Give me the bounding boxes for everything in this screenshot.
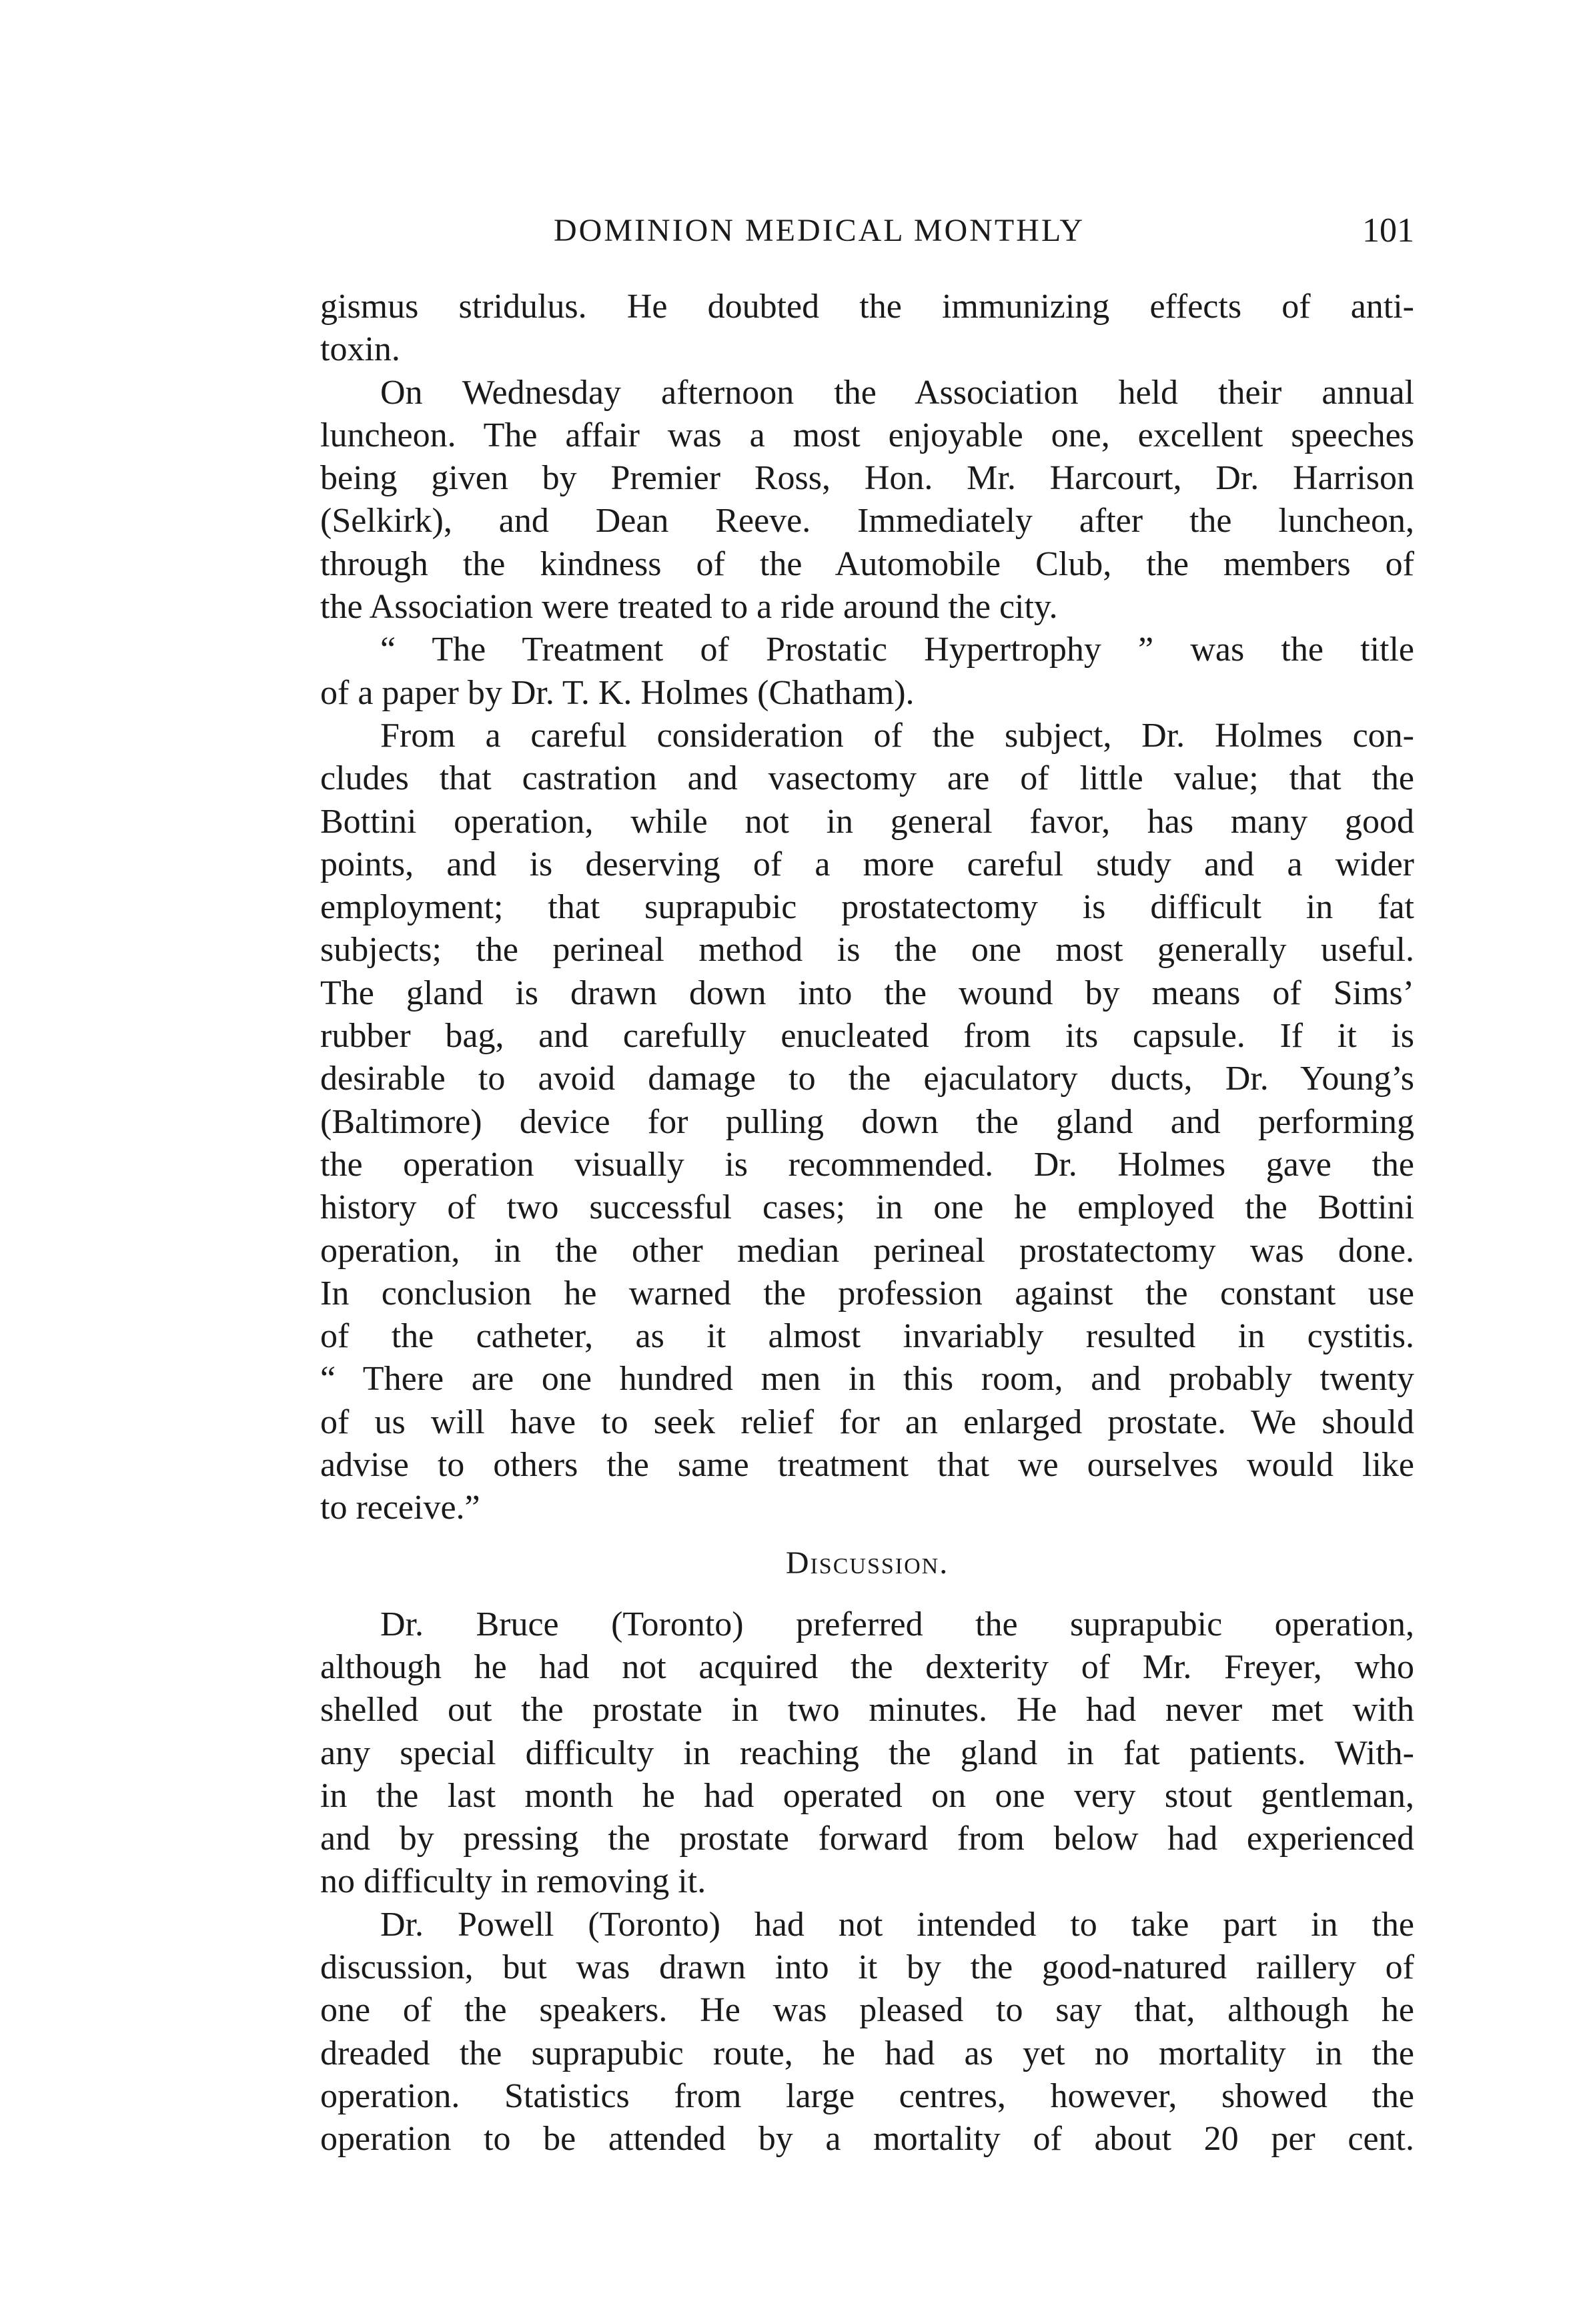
text-line: being given by Premier Ross, Hon. Mr. Harcourt, Dr. Harrison bbox=[320, 459, 1414, 498]
text-line: toxin. bbox=[320, 330, 400, 369]
text-line: “ The Treatment of Prostatic Hypertrophy ” was the title bbox=[380, 631, 1414, 669]
text-line: The gland is drawn down into the wound by means of Sims’ bbox=[320, 974, 1414, 1012]
running-head bbox=[320, 212, 1414, 259]
text-line: rubber bag, and carefully enucleated from its capsule. If it is bbox=[320, 1017, 1414, 1056]
text-line: in the last month he had operated on one very stout gentleman, bbox=[320, 1776, 1414, 1815]
text-line: of the catheter, as it almost invariably resulted in cystitis. bbox=[320, 1317, 1414, 1356]
text-line: one of the speakers. He was pleased to say that, although he bbox=[320, 1991, 1414, 2030]
text-line: the Association were treated to a ride around the city. bbox=[320, 588, 1058, 627]
text-line: shelled out the prostate in two minutes. He had never met with bbox=[320, 1691, 1414, 1729]
text-line: no difficulty in removing it. bbox=[320, 1862, 706, 1901]
text-line: operation, in the other median perineal prostatectomy was done. bbox=[320, 1231, 1414, 1270]
text-line: cludes that castration and vasectomy are of little value; that the bbox=[320, 759, 1414, 798]
text-line: operation. Statistics from large centres, however, showed the bbox=[320, 2076, 1414, 2115]
page-number: 101 bbox=[1362, 212, 1414, 250]
text-line: operation to be attended by a mortality of about 20 per cent. bbox=[320, 2120, 1414, 2159]
text-line: “ There are one hundred men in this room, and probably twenty bbox=[320, 1360, 1414, 1399]
text-line: discussion, but was drawn into it by the good-natured raillery of bbox=[320, 1948, 1414, 1986]
text-line: From a careful consideration of the subject, Dr. Holmes con- bbox=[380, 716, 1414, 755]
text-line: to receive.” bbox=[320, 1489, 480, 1527]
text-line: points, and is deserving of a more careful study and a wider bbox=[320, 845, 1414, 883]
text-line: and by pressing the prostate forward from below had experienced bbox=[320, 1820, 1414, 1858]
text-line: any special difficulty in reaching the gland in fat patients. With- bbox=[320, 1733, 1414, 1772]
text-line: subjects; the perineal method is the one most generally useful. bbox=[320, 931, 1414, 970]
text-line: the operation visually is recommended. Dr. Holmes gave the bbox=[320, 1145, 1414, 1184]
text-line: (Selkirk), and Dean Reeve. Immediately after the luncheon, bbox=[320, 502, 1414, 540]
running-title: DOMINION MEDICAL MONTHLY bbox=[554, 213, 1085, 248]
text-line: of us will have to seek relief for an enlarged prostate. We should bbox=[320, 1403, 1414, 1441]
text-line: Dr. Bruce (Toronto) preferred the suprapubic operation, bbox=[380, 1605, 1414, 1643]
text-line: On Wednesday afternoon the Association held their annual bbox=[380, 373, 1414, 412]
text-line: advise to others the same treatment that we ourselves would like bbox=[320, 1446, 1414, 1485]
text-line: luncheon. The affair was a most enjoyable one, excellent speeches bbox=[320, 416, 1414, 454]
text-line: gismus stridulus. He doubted the immunizing effects of anti- bbox=[320, 288, 1414, 326]
text-line: Dr. Powell (Toronto) had not intended to take part in the bbox=[380, 1905, 1414, 1944]
section-heading: Discussion. bbox=[785, 1545, 949, 1581]
text-line: of a paper by Dr. T. K. Holmes (Chatham). bbox=[320, 673, 915, 712]
text-line: history of two successful cases; in one he employed the Bottini bbox=[320, 1188, 1414, 1227]
text-line: (Baltimore) device for pulling down the gland and performing bbox=[320, 1102, 1414, 1141]
text-line: Bottini operation, while not in general favor, has many good bbox=[320, 802, 1414, 841]
text-line: desirable to avoid damage to the ejaculatory ducts, Dr. Young’s bbox=[320, 1060, 1414, 1098]
text-line: through the kindness of the Automobile Club, the members of bbox=[320, 544, 1414, 583]
text-line: employment; that suprapubic prostatectomy is difficult in fat bbox=[320, 888, 1414, 927]
text-line: In conclusion he warned the profession against the constant use bbox=[320, 1274, 1414, 1312]
text-line: although he had not acquired the dexterity of Mr. Freyer, who bbox=[320, 1647, 1414, 1686]
body-text bbox=[320, 286, 1414, 2161]
text-line: dreaded the suprapubic route, he had as yet no mortality in the bbox=[320, 2034, 1414, 2072]
